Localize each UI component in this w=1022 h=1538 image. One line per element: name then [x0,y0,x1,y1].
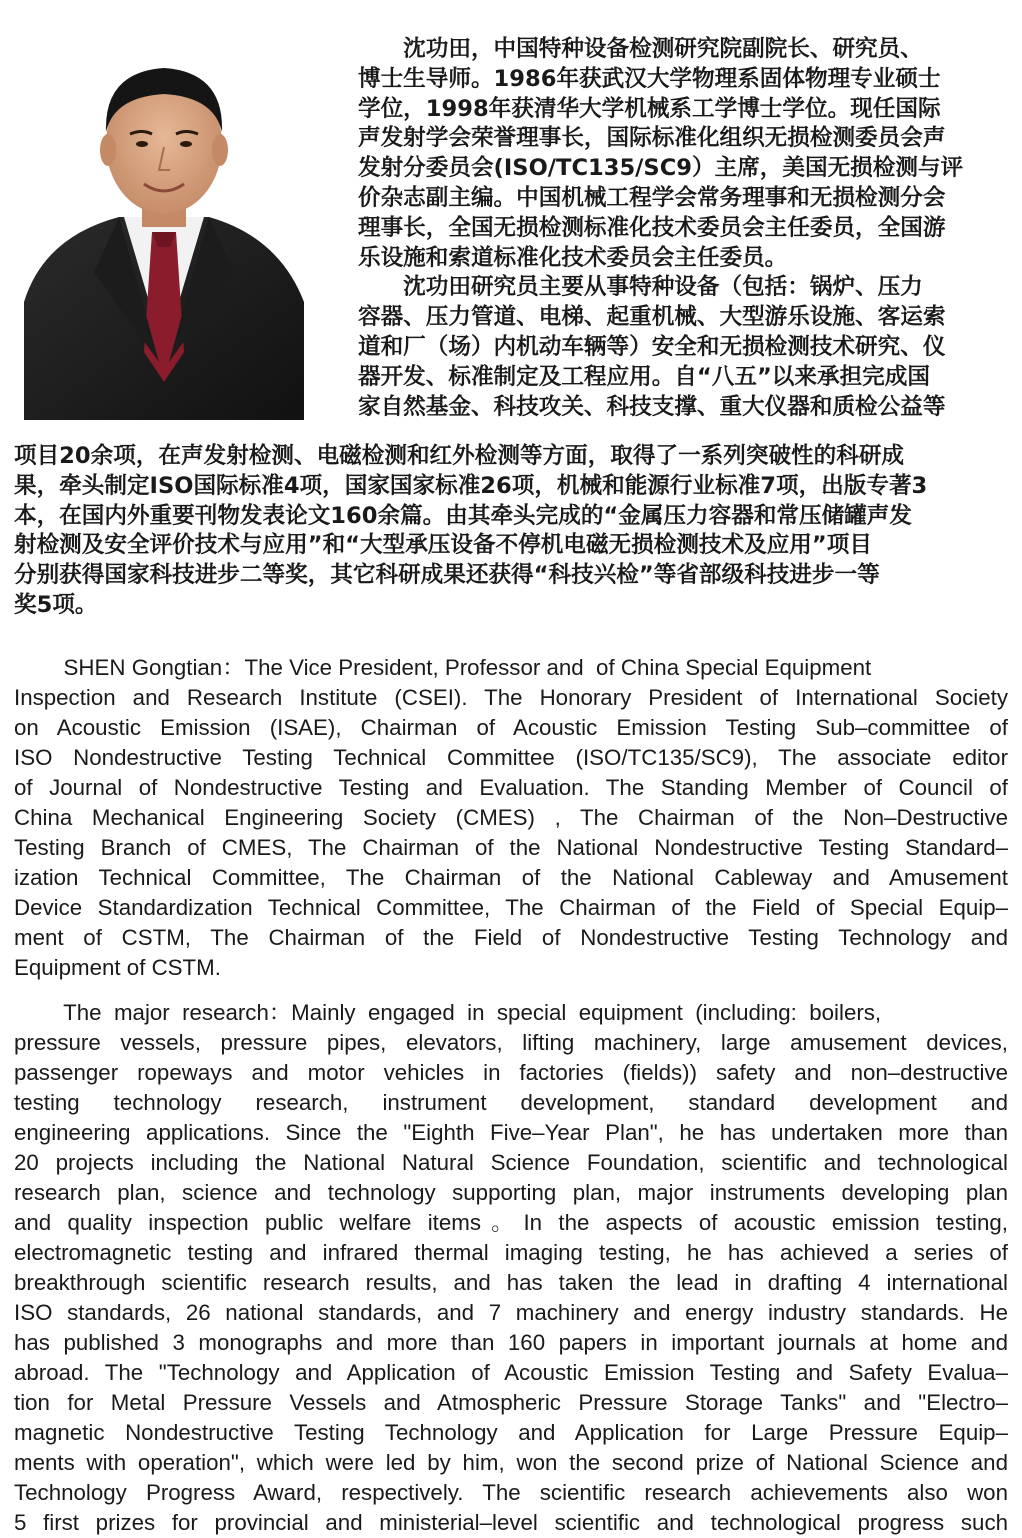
english-research-paragraph [14,998,1008,1538]
text-line: 5 first prizes for provincial and ministerial–level scientific and technological progress such [14,1510,1008,1535]
text-line: 20 projects including the National Natural Science Foundation, scientific and technological [14,1150,1008,1175]
text-line: ment of CSTM, The Chairman of the Field of Nondestructive Testing Technology and [14,925,1008,950]
text-line: Technology Progress Award, respectively. The scientific research achievements also won [14,1480,1008,1505]
text-line: Device Standardization Technical Committee, The Chairman of the Field of Special Equip– [14,895,1008,920]
chinese-research-paragraph [14,442,1008,621]
text-line: ments with operation", which were led by him, won the second prize of National Science and [14,1450,1008,1475]
text-line: ISO standards, 26 national standards, and 7 machinery and energy industry standards. He [14,1300,1008,1325]
text-line: 沈功田研究员主要从事特种设备（包括：锅炉、压力 [358,274,923,301]
text-line: 价杂志副主编。中国机械工程学会常务理事和无损检测分会 [358,184,946,211]
text-line: testing technology research, instrument development, standard development and [14,1090,1008,1115]
text-line: electromagnetic testing and infrared thermal imaging testing, he has achieved a series of [14,1240,1008,1265]
text-line: tion for Metal Pressure Vessels and Atmospheric Pressure Storage Tanks" and "Electro– [14,1390,1008,1415]
text-line: 本，在国内外重要刊物发表论文160余篇。由其牵头完成的“金属压力容器和常压储罐声发 [14,502,912,529]
chinese-bio-intro [358,35,1008,422]
text-line: Inspection and Research Institute (CSEI). The Honorary President of International Society [14,685,1008,710]
text-line: research plan, science and technology supporting plan, major instruments developing plan [14,1180,1008,1205]
text-line: Testing Branch of CMES, The Chairman of the National Nondestructive Testing Standard– [14,835,1008,860]
text-line: The major research：Mainly engaged in special equipment (including: boilers, [14,1000,882,1025]
text-line: 奖5项。 [14,591,98,618]
text-line: SHEN Gongtian：The Vice President, Professor and of China Special Equipment [14,655,872,680]
text-line: 乐设施和索道标准化技术委员会主任委员。 [358,244,788,271]
text-line: magnetic Nondestructive Testing Technology and Application for Large Pressure Equip– [14,1420,1008,1445]
text-line: 项目20余项，在声发射检测、电磁检测和红外检测等方面，取得了一系列突破性的科研成 [14,443,905,469]
english-bio-paragraph [14,653,1008,983]
text-line: 沈功田，中国特种设备检测研究院副院长、研究员、 [358,36,923,62]
text-line: 道和厂（场）内机动车辆等）安全和无损检测技术研究、仪 [358,333,946,360]
text-line: 学位，1998年获清华大学机械系工学博士学位。现任国际 [358,95,941,122]
text-line: on Acoustic Emission (ISAE), Chairman of Acoustic Emission Testing Sub–committee of [14,715,1008,740]
text-line: Equipment of CSTM. [14,955,221,980]
text-line: 射检测及安全评价技术与应用”和“大型承压设备不停机电磁无损检测技术及应用”项目 [14,532,872,559]
text-line: 发射分委员会(ISO/TC135/SC9）主席，美国无损检测与评 [358,155,964,182]
text-line: abroad. The "Technology and Application of Acoustic Emission Testing and Safety Evalua– [14,1360,1008,1385]
text-line: ISO Nondestructive Testing Technical Committee (ISO/TC135/SC9), The associate editor [14,745,1008,770]
text-line: passenger ropeways and motor vehicles in factories (fields)) safety and non–destructive [14,1060,1008,1085]
text-line: 理事长，全国无损检测标准化技术委员会主任委员，全国游 [358,214,946,241]
text-line: pressure vessels, pressure pipes, elevators, lifting machinery, large amusement devices, [14,1030,1008,1055]
text-line: and quality inspection public welfare items。In the aspects of acoustic emission testing, [14,1210,1008,1235]
text-line: China Mechanical Engineering Society (CMES) , The Chairman of the Non–Destructive [14,805,1008,830]
text-line: 器开发、标准制定及工程应用。自“八五”以来承担完成国 [358,363,930,390]
text-line: ization Technical Committee, The Chairman of the National Cableway and Amusement [14,865,1008,890]
text-line: breakthrough scientific research results, and has taken the lead in drafting 4 international [14,1270,1008,1295]
text-line: 家自然基金、科技攻关、科技支撑、重大仪器和质检公益等 [358,393,946,420]
text-line: 声发射学会荣誉理事长，国际标准化组织无损检测委员会声 [358,125,946,152]
text-line: of Journal of Nondestructive Testing and Evaluation. The Standing Member of Council of [14,775,1008,800]
text-line: 容器、压力管道、电梯、起重机械、大型游乐设施、客运索 [358,304,946,331]
text-line: has published 3 monographs and more than 160 papers in important journals at home and [14,1330,1008,1355]
text-line: 分别获得国家科技进步二等奖，其它科研成果还获得“科技兴检”等省部级科技进步一等 [14,562,880,589]
text-line: 果，牵头制定ISO国际标准4项，国家国家标准26项，机械和能源行业标准7项，出版专著3 [14,472,928,499]
text-line: 博士生导师。1986年获武汉大学物理系固体物理专业硕士 [358,65,941,92]
portrait-photo [24,52,304,420]
text-line: engineering applications. Since the "Eighth Five–Year Plan", he has undertaken more than [14,1120,1008,1145]
